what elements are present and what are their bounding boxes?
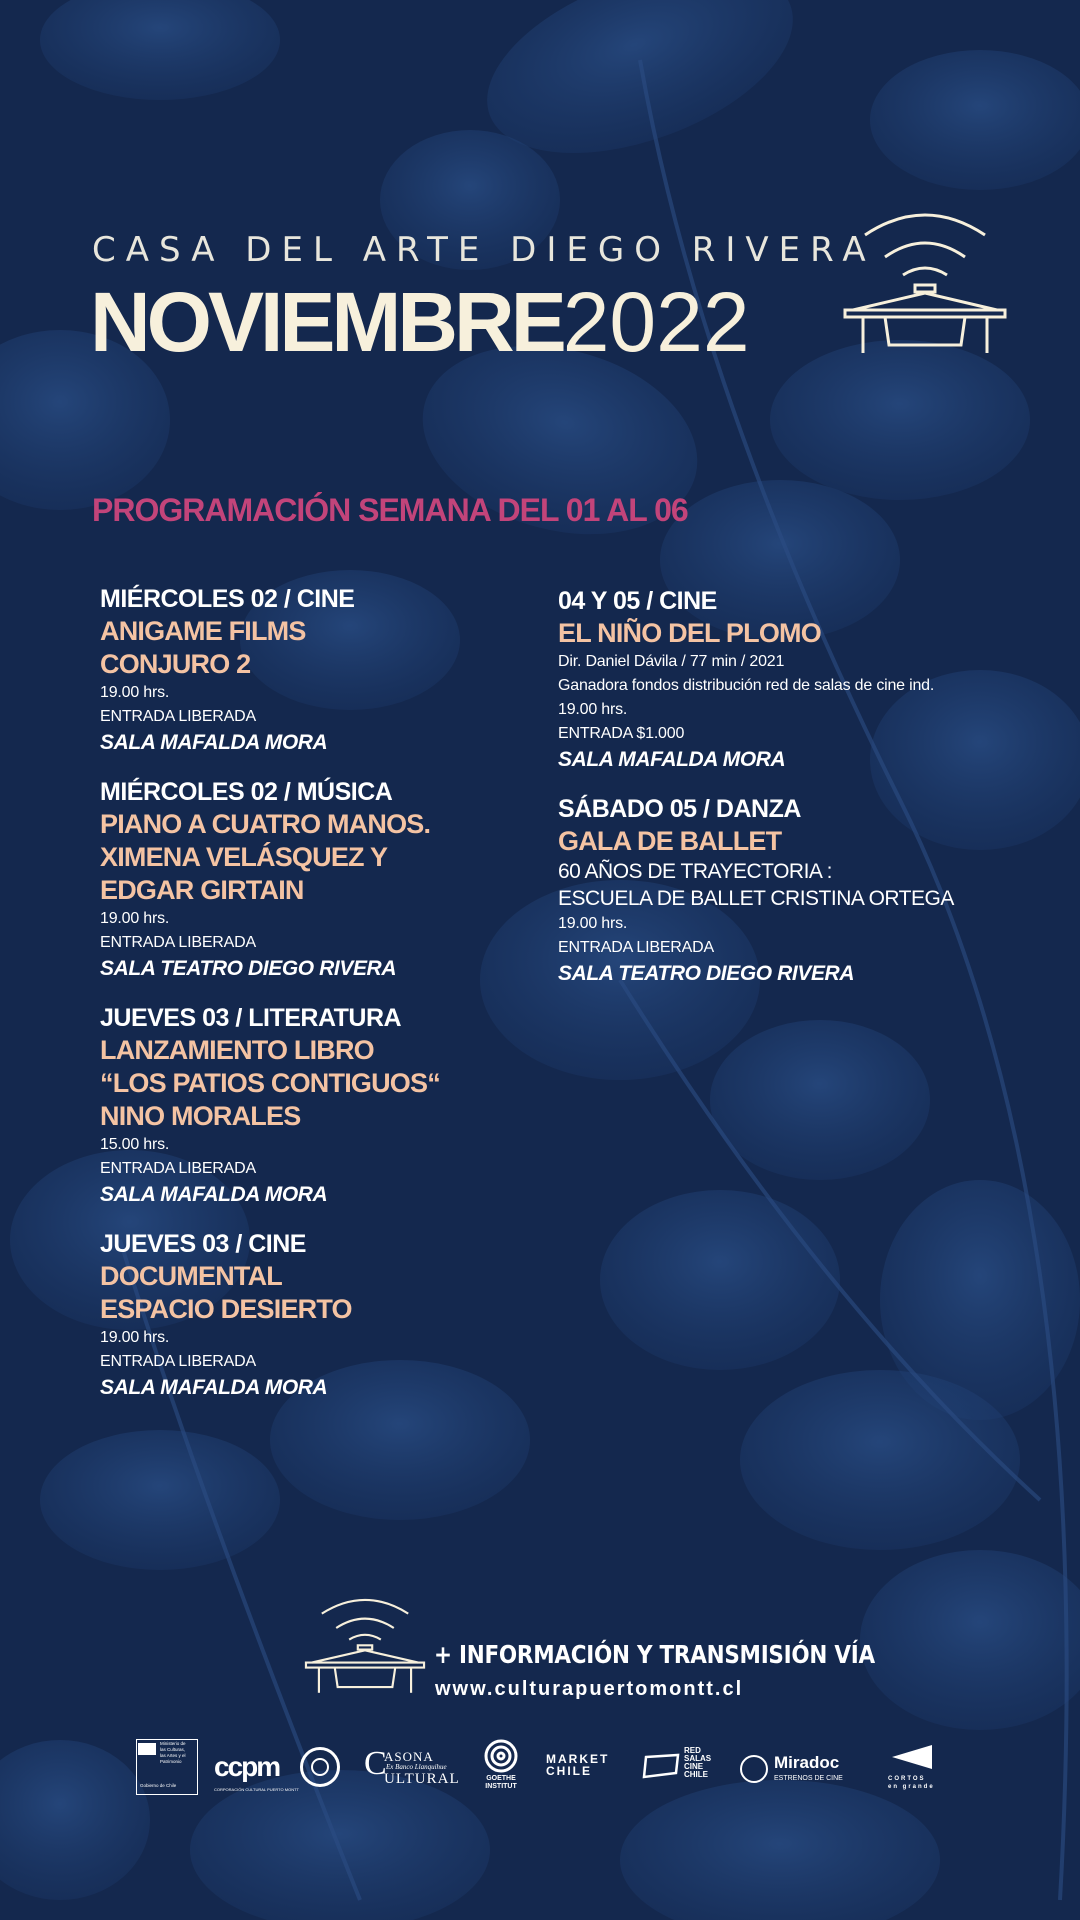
ministerio-line: las Culturas, xyxy=(160,1747,186,1752)
market-line: MARKET xyxy=(546,1752,610,1766)
ccpm-sub-label: CORPORACIÓN CULTURAL PUERTO MONTT xyxy=(214,1787,299,1792)
miradoc-sub-label: ESTRENOS DE CINE xyxy=(774,1775,843,1782)
event-title-line: ANIGAME FILMS xyxy=(100,616,306,646)
event-time: 19.00 hrs. xyxy=(558,915,628,932)
casa-del-arte-logo-icon xyxy=(835,205,1015,365)
seal-logo-icon xyxy=(298,1735,346,1805)
goethe-spiral-icon xyxy=(484,1739,518,1773)
event-item xyxy=(558,794,1058,988)
miradoc-circle-icon xyxy=(740,1755,768,1783)
ministerio-logo xyxy=(136,1735,198,1805)
event-date-category: MIÉRCOLES 02 / CINE xyxy=(100,585,355,613)
event-item xyxy=(100,1229,580,1402)
event-date-category: JUEVES 03 / LITERATURA xyxy=(100,1004,402,1032)
event-title-line: LANZAMIENTO LIBRO xyxy=(100,1035,374,1065)
event-entry: ENTRADA LIBERADA xyxy=(100,934,256,951)
casa-del-arte-footer-logo-icon xyxy=(300,1592,430,1700)
cortos-logo xyxy=(886,1735,946,1805)
website-link[interactable]: www.culturapuertomontt.cl xyxy=(435,1678,744,1700)
chile-emblem-icon xyxy=(138,1743,156,1755)
title-year: 2022 xyxy=(562,275,750,369)
event-time: 15.00 hrs. xyxy=(100,1136,170,1153)
event-title-line: “LOS PATIOS CONTIGUOS“ xyxy=(100,1068,440,1098)
event-venue: SALA MAFALDA MORA xyxy=(100,1376,328,1399)
casona-top: ASONA xyxy=(384,1749,434,1764)
event-title-line: EDGAR GIRTAIN xyxy=(100,875,304,905)
event-entry: ENTRADA $1.000 xyxy=(558,725,685,742)
event-venue: SALA MAFALDA MORA xyxy=(558,748,786,771)
ministerio-gov-label: Gobierno de Chile xyxy=(140,1783,177,1788)
event-note: Ganadora fondos distribución red de salas de cine ind. xyxy=(558,677,935,694)
event-title-line: PIANO A CUATRO MANOS. xyxy=(100,809,431,839)
ministerio-line: Ministerio de xyxy=(160,1741,186,1746)
event-item xyxy=(558,586,1058,774)
event-item xyxy=(100,1003,580,1209)
cortos-line: en grande xyxy=(888,1784,935,1790)
red-salas-line: CHILE xyxy=(684,1770,708,1779)
event-time: 19.00 hrs. xyxy=(100,684,170,701)
goethe-line: INSTITUT xyxy=(485,1783,517,1790)
ccpm-logo xyxy=(214,1735,299,1805)
miradoc-logo xyxy=(740,1735,860,1805)
event-entry: ENTRADA LIBERADA xyxy=(100,1353,256,1370)
week-heading: PROGRAMACIÓN SEMANA DEL 01 AL 06 xyxy=(92,492,688,528)
event-venue: SALA MAFALDA MORA xyxy=(100,1183,328,1206)
red-salas-line: RED xyxy=(684,1746,701,1755)
screen-icon xyxy=(642,1753,680,1779)
organization-name: CASA DEL ARTE DIEGO RIVERA xyxy=(92,230,876,270)
casona-mid: Ex Banco Llanquihue xyxy=(386,1763,447,1771)
sponsor-logos xyxy=(130,1735,950,1805)
event-entry: ENTRADA LIBERADA xyxy=(558,939,714,956)
cortos-flag-icon xyxy=(890,1743,934,1771)
red-salas-line: SALAS xyxy=(684,1754,712,1763)
events-left-column xyxy=(100,584,580,1422)
event-title-line: NINO MORALES xyxy=(100,1101,301,1131)
page-title xyxy=(90,272,750,372)
event-subtitle-line: 60 AÑOS DE TRAYECTORIA : xyxy=(558,860,832,883)
market-line: CHILE xyxy=(546,1764,592,1778)
event-date-category: 04 Y 05 / CINE xyxy=(558,587,717,615)
event-title: EL NIÑO DEL PLOMO xyxy=(558,618,821,648)
event-title-line: CONJURO 2 xyxy=(100,649,251,679)
event-item xyxy=(100,777,580,983)
event-director: Dir. Daniel Dávila / 77 min / 2021 xyxy=(558,653,785,670)
event-entry: ENTRADA LIBERADA xyxy=(100,1160,256,1177)
info-label: + INFORMACIÓN Y TRANSMISIÓN VÍA xyxy=(434,1640,875,1669)
event-title-line: XIMENA VELÁSQUEZ Y xyxy=(100,842,388,872)
ccpm-label: ccpm xyxy=(214,1751,280,1782)
event-item xyxy=(100,584,580,757)
event-venue: SALA TEATRO DIEGO RIVERA xyxy=(558,962,855,985)
cortos-line: CORTOS xyxy=(888,1776,926,1782)
event-title: GALA DE BALLET xyxy=(558,826,782,856)
market-chile-logo xyxy=(546,1735,618,1805)
event-date-category: SÁBADO 05 / DANZA xyxy=(558,795,801,823)
casona-bottom: ULTURAL xyxy=(384,1771,460,1787)
event-venue: SALA TEATRO DIEGO RIVERA xyxy=(100,957,397,980)
events-right-column xyxy=(558,586,1058,1008)
ministerio-line: Patrimonio xyxy=(160,1759,182,1764)
miradoc-label: Miradoc xyxy=(774,1753,840,1772)
event-subtitle-line: ESCUELA DE BALLET CRISTINA ORTEGA xyxy=(558,887,954,910)
event-time: 19.00 hrs. xyxy=(558,701,628,718)
goethe-line: GOETHE xyxy=(486,1775,516,1782)
casona-cultural-logo: C ASONA Ex Banco Llanquihue ULTURAL xyxy=(364,1745,460,1787)
event-date-category: MIÉRCOLES 02 / MÚSICA xyxy=(100,778,393,806)
event-entry: ENTRADA LIBERADA xyxy=(100,708,256,725)
event-time: 19.00 hrs. xyxy=(100,1329,170,1346)
title-month: NOVIEMBRE xyxy=(90,275,563,369)
red-salas-line: CINE xyxy=(684,1762,704,1771)
goethe-logo xyxy=(478,1735,522,1805)
ministerio-line: las Artes y el xyxy=(160,1753,186,1758)
event-date-category: JUEVES 03 / CINE xyxy=(100,1230,306,1258)
event-title-line: DOCUMENTAL xyxy=(100,1261,282,1291)
event-venue: SALA MAFALDA MORA xyxy=(100,731,328,754)
event-title-line: ESPACIO DESIERTO xyxy=(100,1294,352,1324)
event-time: 19.00 hrs. xyxy=(100,910,170,927)
red-salas-logo xyxy=(642,1735,722,1805)
